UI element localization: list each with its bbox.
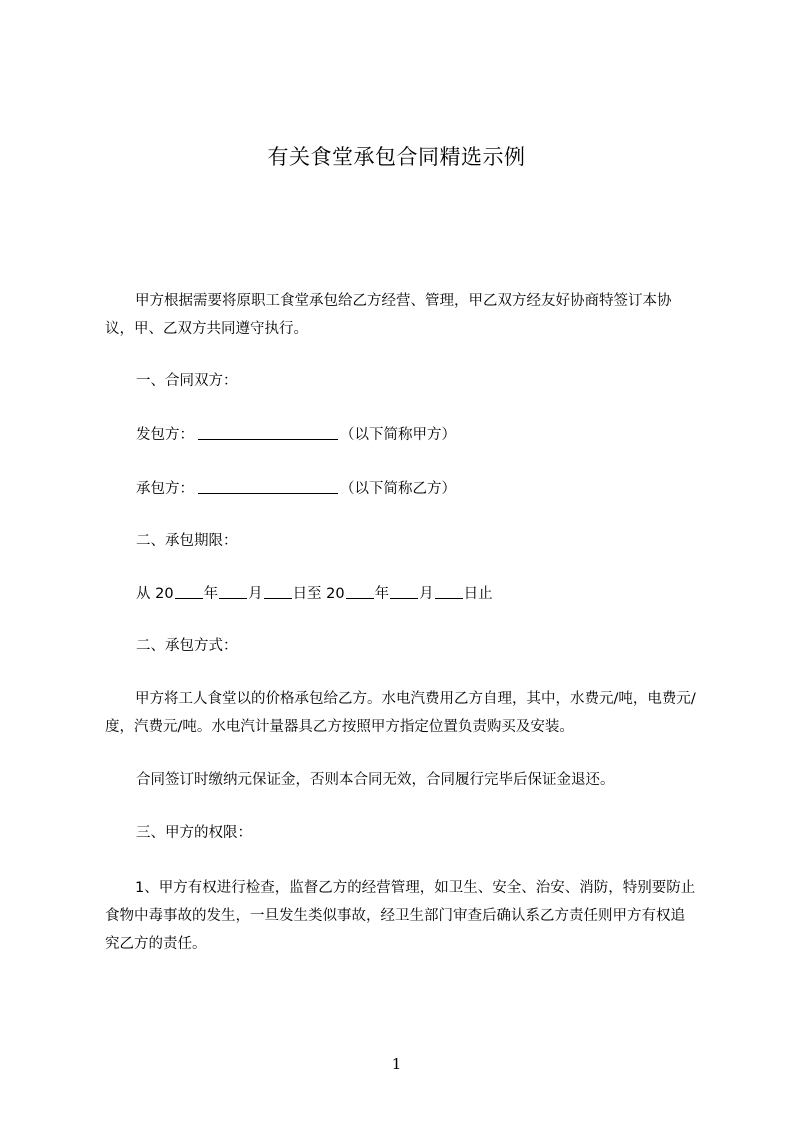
contractor-label: 发包方： (136, 427, 194, 443)
method-paragraph: 甲方将工人食堂以的价格承包给乙方。水电汽费用乙方自理，其中，水费元/吨，电费元/度，汽费元/吨。水电汽计量器具乙方按照甲方指定位置负责购买及安装。 (105, 691, 696, 735)
term-month1-blank (219, 584, 247, 599)
deposit-paragraph: 合同签订时缴纳元保证金，否则本合同无效，合同履行完毕后保证金退还。 (136, 772, 615, 788)
contractee-line (136, 478, 456, 500)
contractor-line (136, 424, 456, 446)
term-day2-blank (435, 584, 463, 599)
section-heading-method: 二、承包方式： (136, 638, 238, 654)
term-from: 从 20 (136, 586, 174, 602)
term-day1-blank (264, 584, 292, 599)
term-month2-blank (390, 584, 418, 599)
term-month1: 月 (248, 586, 263, 602)
document-title: 有关食堂承包合同精选示例 (267, 145, 526, 169)
term-month2: 月 (419, 586, 434, 602)
contractee-suffix: （以下简称乙方） (340, 481, 456, 497)
contractor-blank (198, 425, 338, 440)
term-year1-blank (175, 584, 203, 599)
term-line (136, 583, 493, 605)
contractee-blank (198, 479, 338, 494)
section-heading-parties: 一、合同双方： (136, 373, 238, 389)
page-number: 1 (391, 1055, 402, 1073)
contractor-suffix: （以下简称甲方） (340, 427, 456, 443)
term-day-to: 日至 20 (292, 586, 345, 602)
section-heading-term: 二、承包期限： (136, 533, 238, 549)
section-heading-rights: 三、甲方的权限： (136, 825, 252, 841)
term-year2-blank (346, 584, 374, 599)
intro-paragraph: 甲方根据需要将原职工食堂承包给乙方经营、管理，甲乙双方经友好协商特签订本协议，甲、乙双方共同遵守执行。 (105, 293, 672, 337)
contractee-label: 承包方： (136, 481, 194, 497)
term-year2: 年 (374, 586, 390, 602)
term-day-end: 日止 (463, 586, 493, 602)
right-item-1: 1、甲方有权进行检查，监督乙方的经营管理，如卫生、安全、治安、消防，特别要防止食物中毒事故的发生，一旦发生类似事故，经卫生部门审查后确认系乙方责任则甲方有权追究乙方的责任。 (105, 880, 696, 952)
term-year1: 年 (203, 586, 219, 602)
